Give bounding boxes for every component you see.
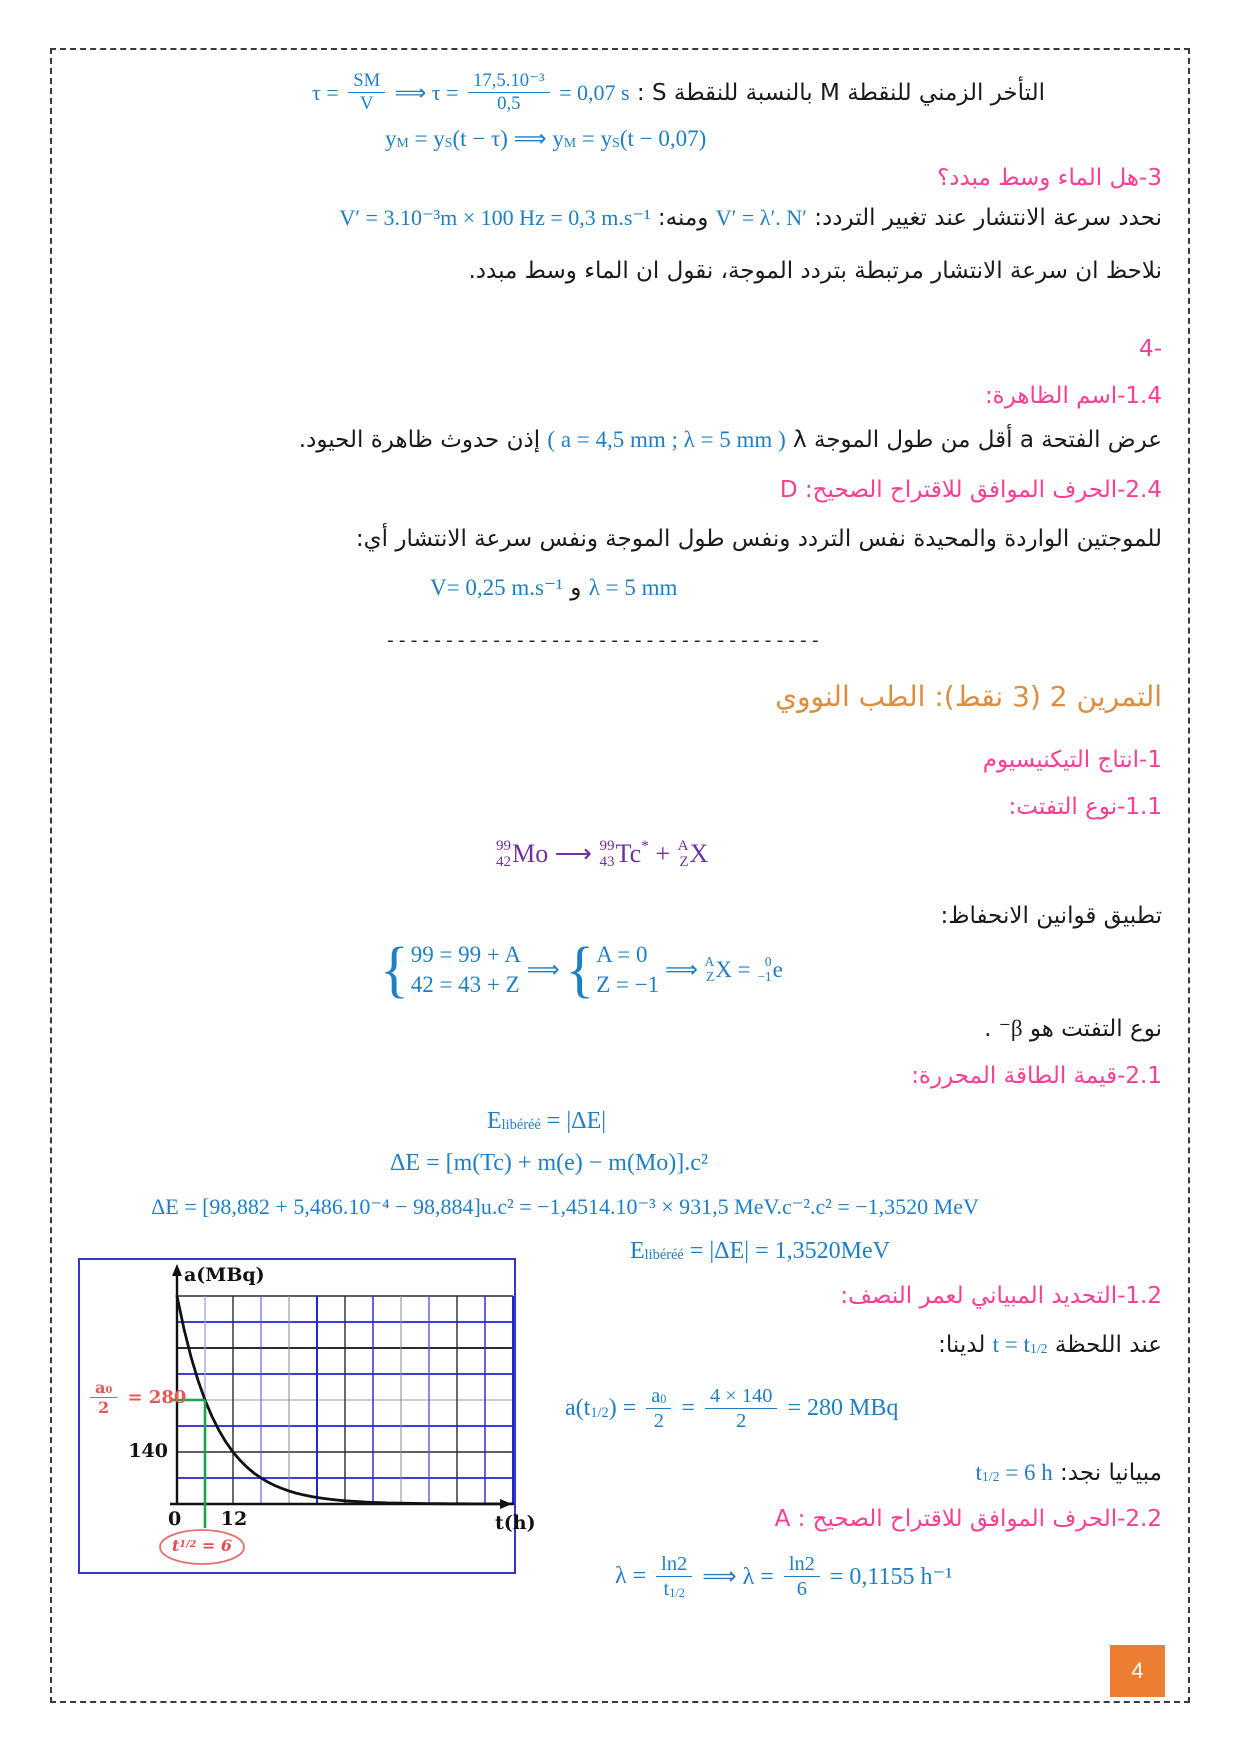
spacer [563, 575, 570, 601]
heading-q4-text: -4 [1139, 336, 1162, 362]
instant-text-2: لدينا: [938, 1332, 993, 1358]
heading-2-4-text: 2.4-الحرف الموافق للاقتراح الصحيح: D [779, 477, 1162, 503]
formula-tau: τ = $\frac{SM}{V}$ ⟹ τ = $\frac{\text{17,5.10⁻³}}{0,5}$ = 0,07 s [312, 70, 630, 115]
speed-text-1: نحدد سرعة الانتشار عند تغيير التردد: [807, 205, 1162, 231]
line-at-instant [938, 1332, 1162, 1358]
formula-t-half-6h: t 1/2 = 6 h [975, 1460, 1053, 1485]
graphically-text: مبيانيا نجد: [1052, 1460, 1162, 1486]
y-tick-140: 140 [128, 1440, 168, 1462]
formula-conservation-system: { 99 = 99 + A 42 = 43 + Z ⟹ { A = 0 Z = −1 ⟹ A Z X = 0 −1 e [380, 934, 783, 1005]
and-word-text: و [570, 575, 582, 601]
formula-v-calc: V′ = 3.10⁻³m × 100 Hz = 0,3 m.s⁻¹ [339, 205, 651, 230]
heading-production-text: 1-انتاج التيكنيسيوم [982, 747, 1162, 773]
waves-text: للموجتين الواردة والمحيدة نفس التردد ونفس طول الموجة ونفس سرعة الانتشار أي: [355, 526, 1162, 552]
time-delay-text: التأخر الزمني للنقطة M بالنسبة للنقطة S : [629, 79, 1045, 106]
heading-2-1-energy [911, 1063, 1162, 1089]
line-conservation-laws [941, 903, 1163, 929]
line-slit-diffraction [299, 427, 1162, 453]
heading-q4 [1139, 336, 1162, 362]
heading-1-1-text: 1.1-نوع التفتت: [1008, 794, 1162, 820]
formula-ym: y M = y S (t − τ) ⟹ y M = y S (t − 0,07) [385, 126, 707, 151]
x-axis-label: t(h) [495, 1512, 536, 1534]
heading-1-1-decay-type [1009, 794, 1162, 820]
and-word [581, 575, 588, 601]
line-time-delay [312, 70, 1045, 116]
formula-t-half-instant: t = t 1/2 [992, 1332, 1048, 1357]
heading-2-2-text: 2.2-الحرف الموافق للاقتراح الصحيح : A [774, 1506, 1162, 1532]
formula-e-liberated-value: E libéréé = |ΔE| = 1,3520MeV [630, 1238, 890, 1264]
half-activity-label: a 0 2 = 280 [86, 1378, 186, 1418]
instant-text-1: عند اللحظة [1047, 1332, 1162, 1358]
formula-delta-e-numeric: ΔE = [98,882 + 5,486.10⁻⁴ − 98,884]u.c² = −1,4514.10⁻³ × 931,5 MeV.c⁻².c² = −1,3520 MeV [151, 1194, 979, 1219]
beta-minus-symbol: ⁻β [998, 1016, 1023, 1041]
formula-v-025: V= 0,25 m.s⁻¹ [430, 575, 563, 600]
heading-q3-water-dispersive [937, 165, 1162, 191]
line-decay-type-beta [984, 1016, 1162, 1042]
formula-lambda-5mm: λ = 5 mm [588, 575, 678, 600]
heading-1-4-phenomenon [985, 383, 1162, 409]
heading-1-2-graphical [840, 1283, 1162, 1309]
decay-type-text-1: نوع التفتت هو [1022, 1016, 1162, 1042]
formula-v-prime: V′ = λ′. N′ [715, 205, 807, 230]
conservation-text: تطبيق قوانين الانحفاظ: [940, 903, 1162, 929]
line-wave-values [430, 575, 677, 601]
formula-lambda-decay-constant: λ = ln2 t 1/2 ⟹ λ = $\frac{\ln 2}{6}$ = 0,1155 h⁻¹ [615, 1553, 953, 1601]
exercise-2-title-text: التمرين 2 (3 نقط): الطب النووي [775, 680, 1162, 713]
formula-a-half-life: a(t 1/2 ) = a 0 2 = $\frac{4 \times 140}{2}$ = 280 MBq [565, 1385, 899, 1433]
x-tick-0: 0 [168, 1508, 182, 1530]
formula-e-liberated: E libéréé = |ΔE| [487, 1108, 607, 1134]
heading-2-1-text: 2.1-قيمة الطاقة المحررة: [911, 1063, 1162, 1089]
half-life-annotation: t 1/2 = 6 [172, 1536, 232, 1555]
x-tick-12: 12 [220, 1508, 248, 1530]
heading-exercise-2 [775, 680, 1162, 713]
heading-2-2-answer-a [775, 1506, 1162, 1532]
formula-nuclear-equation: 99 42 Mo ⟶ 99 43 Tc * + A Z X [496, 838, 709, 871]
decay-type-text-2: . [984, 1016, 999, 1042]
heading-1-4-text: 1.4-اسم الظاهرة: [984, 383, 1162, 409]
heading-production-technetium [983, 747, 1162, 773]
speed-text-2: ومنه: [650, 205, 716, 231]
heading-q3-text: 3-هل الماء وسط مبدد؟ [937, 165, 1162, 191]
formula-delta-e-symbolic: ΔE = [m(Tc) + m(e) − m(Mo)].c² [390, 1150, 709, 1176]
line-speed-frequency [339, 205, 1162, 231]
activity-decay-chart [78, 1258, 536, 1574]
slit-text-2: إذن حدوث ظاهرة الحيود. [298, 427, 548, 453]
slit-text-1: عرض الفتحة a أقل من طول الموجة λ [785, 427, 1162, 453]
formula-slit-values: ( a = 4,5 mm ; λ = 5 mm ) [547, 427, 786, 452]
heading-1-2-text: 1.2-التحديد المبياني لعمر النصف: [840, 1283, 1162, 1309]
separator-dashes: ------------------------------------- [385, 632, 822, 652]
line-waves-same [356, 526, 1162, 552]
y-axis-label: a(MBq) [184, 1264, 265, 1286]
page-number-badge: 4 [1110, 1645, 1165, 1697]
line-observation [468, 258, 1162, 284]
observation-text: نلاحظ ان سرعة الانتشار مرتبطة بتردد الموجة، نقول ان الماء وسط مبدد. [468, 258, 1162, 284]
line-graphically [975, 1460, 1162, 1486]
heading-2-4-answer-d [780, 477, 1162, 503]
